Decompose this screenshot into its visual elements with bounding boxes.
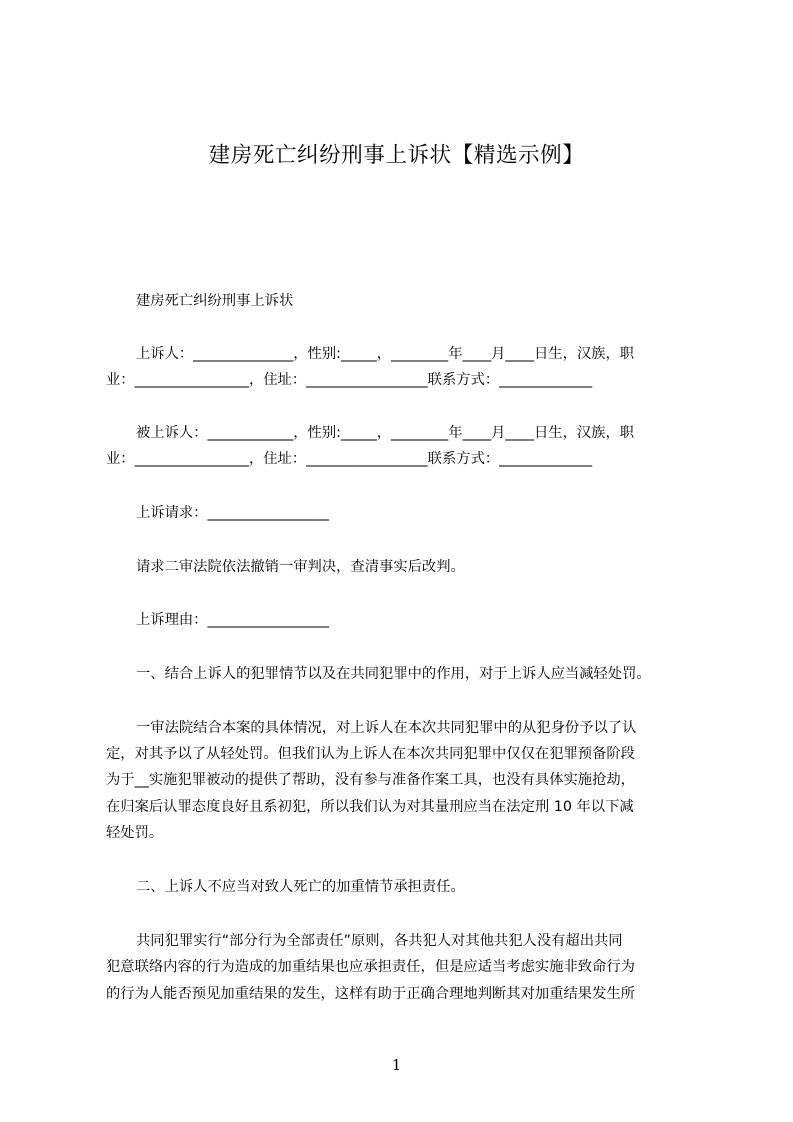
request-heading: 上诉请求：_________________	[136, 505, 330, 521]
document-title: 建房死亡纠纷刑事上诉状【精选示例】	[208, 143, 585, 168]
request-body: 请求二审法院依法撤销一审判决，查清事实后改判。	[136, 559, 465, 575]
point1-line: 一审法院结合本案的具体情况，对上诉人在本次共同犯罪中的从犯身份予以了认	[136, 720, 637, 736]
appellant-line-1: 上诉人：______________，性别:_____，________年____月____日生，汉族，职	[136, 346, 635, 362]
appellee-line-1: 被上诉人：____________，性别:_____，________年____月____日生，汉族，职	[136, 425, 635, 441]
point1-line: 在归案后认罪态度良好且系初犯，所以我们认为对其量刑应当在法定刑 10 年以下减	[106, 799, 634, 815]
point1-line: 轻处罚。	[106, 825, 164, 841]
reason-heading: 上诉理由：_________________	[136, 612, 330, 628]
point1-line: 定，对其予以了从轻处罚。但我们认为上诉人在本次共同犯罪中仅仅在犯罪预备阶段	[106, 746, 635, 762]
page-number: 1	[391, 1056, 402, 1074]
point2-line: 共同犯罪实行“部分行为全部责任”原则，各共犯人对其他共犯人没有超出共同	[136, 933, 623, 949]
point2-line: 的行为人能否预见加重结果的发生，这样有助于正确合理地判断其对加重结果发生所	[106, 986, 635, 1002]
point1-line: 为于__实施犯罪被动的提供了帮助，没有参与准备作案工具，也没有具体实施抢劫，	[106, 772, 635, 788]
point2-line: 犯意联络内容的行为造成的加重结果也应承担责任，但是应适当考虑实施非致命行为	[106, 959, 635, 975]
appellee-line-2: 业：________________，住址：_________________联系方式：_____________	[106, 451, 593, 467]
point1-heading: 一、结合上诉人的犯罪情节以及在共同犯罪中的作用，对于上诉人应当减轻处罚。	[136, 666, 651, 682]
appellant-line-2: 业：________________，住址：_________________联系方式：_____________	[106, 372, 593, 388]
point2-heading: 二、上诉人不应当对致人死亡的加重情节承担责任。	[136, 879, 465, 895]
document-subtitle: 建房死亡纠纷刑事上诉状	[136, 293, 294, 309]
